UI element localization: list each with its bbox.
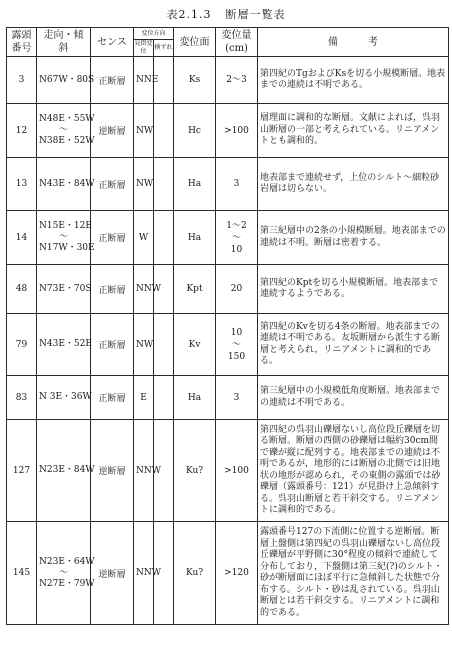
header-direction-apparent: 見掛変位 xyxy=(134,40,153,55)
cell-surface: Ks xyxy=(174,57,216,104)
cell-strike xyxy=(37,104,95,158)
cell-direction-sub xyxy=(154,211,174,265)
cell-direction-sub xyxy=(154,314,174,376)
amount-value: 3 xyxy=(233,392,240,403)
cell-remarks: 第四紀の呉羽山礫層ないし高位段丘礫層を切る断層。断層の西側の砂礫層は幅約30cm間で礫が縦に配列する。地表部までの連続は不明であるが，地形的には断層の北側では旧地状の地形が認められ，その東側の露頭では砂礫層（露頭番号：121）が見掛け上急傾斜する。呉羽山断層と若干斜交する。リニアメントに調和的である。 xyxy=(258,420,449,522)
cell-surface: Ha xyxy=(174,158,216,211)
table-row xyxy=(7,376,449,420)
cell-direction: NNE xyxy=(134,57,154,104)
cell-strike xyxy=(37,314,91,376)
cell-surface: Ha xyxy=(174,376,216,420)
strike-value: N27E・79W xyxy=(39,578,95,589)
strike-range-mark: 〜 xyxy=(58,125,68,135)
amount-value: 1〜2 xyxy=(226,220,247,231)
cell-sense: 正断層 xyxy=(91,314,134,376)
cell-strike xyxy=(37,211,95,265)
cell-direction: NW xyxy=(134,158,154,211)
table-row xyxy=(7,314,449,376)
cell-amount xyxy=(216,522,258,625)
table-row xyxy=(7,522,449,625)
cell-direction-sub xyxy=(154,104,174,158)
strike-range-mark: 〜 xyxy=(58,232,68,242)
strike-value: N38E・52W xyxy=(39,136,95,146)
amount-value: 10 xyxy=(230,244,243,255)
header-outcrop: 露頭番号 xyxy=(7,28,37,57)
table-row xyxy=(7,158,449,211)
cell-outcrop: 79 xyxy=(7,314,37,376)
header-sense: センス xyxy=(91,28,134,57)
cell-amount xyxy=(216,104,258,158)
amount-value: 10 xyxy=(230,327,243,338)
cell-surface: Ha xyxy=(174,211,216,265)
cell-remarks: 第三紀層中の2条の小規模断層。地表部までの連続は不明。断層は密着する。 xyxy=(258,211,449,265)
cell-surface: Ku? xyxy=(174,522,216,625)
fault-list-table xyxy=(6,27,449,625)
amount-range-mark: 〜 xyxy=(232,339,242,350)
cell-strike xyxy=(37,158,95,211)
cell-direction-sub xyxy=(154,376,174,420)
cell-strike xyxy=(37,265,91,314)
cell-sense: 正断層 xyxy=(91,57,134,104)
cell-sense: 正断層 xyxy=(91,211,134,265)
header-amount-unit: (cm) xyxy=(225,43,248,54)
strike-value: N23E・84W xyxy=(39,465,95,475)
amount-value: 2〜3 xyxy=(226,75,247,85)
amount-value: >120 xyxy=(224,568,249,578)
cell-surface: Kv xyxy=(174,314,216,376)
strike-value: N15E・12E xyxy=(39,221,92,231)
cell-strike xyxy=(37,522,95,625)
table-caption: 断層一覧表 xyxy=(225,8,286,21)
cell-strike xyxy=(37,420,95,522)
header-strike: 走向・傾斜 xyxy=(37,28,91,57)
strike-range-mark: 〜 xyxy=(58,567,68,578)
strike-value: N43E・52E xyxy=(39,339,92,349)
table-number: 表2.1.3 xyxy=(166,8,212,21)
cell-sense: 逆断層 xyxy=(91,522,134,625)
cell-amount xyxy=(216,265,258,314)
cell-amount xyxy=(216,158,258,211)
cell-strike xyxy=(37,376,91,420)
strike-value: N 3E・36W xyxy=(39,392,92,402)
cell-amount xyxy=(216,314,258,376)
table-header xyxy=(7,28,449,57)
cell-sense: 正断層 xyxy=(91,158,134,211)
cell-amount xyxy=(216,211,258,265)
header-amount xyxy=(216,28,258,57)
cell-sense: 逆断層 xyxy=(91,420,134,522)
strike-value: N48E・55W xyxy=(39,114,95,124)
header-direction: 変位方向 xyxy=(134,28,174,40)
table-row xyxy=(7,420,449,522)
cell-direction: E xyxy=(134,376,154,420)
cell-direction: NW xyxy=(134,314,154,376)
cell-amount xyxy=(216,420,258,522)
amount-value: >100 xyxy=(224,465,249,476)
cell-direction: NNW xyxy=(134,522,154,625)
amount-value: 3 xyxy=(233,179,240,189)
cell-remarks: 第四紀のTgおよびKsを切る小規模断層。地表までの連続は不明である。 xyxy=(258,57,449,104)
cell-outcrop: 14 xyxy=(7,211,37,265)
table-row xyxy=(7,265,449,314)
strike-value: N73E・70S xyxy=(39,283,92,294)
strike-value: N23E・64W xyxy=(39,556,95,567)
cell-strike xyxy=(37,57,95,104)
table-row xyxy=(7,211,449,265)
cell-outcrop: 48 xyxy=(7,265,37,314)
cell-outcrop: 127 xyxy=(7,420,37,522)
strike-value: N67W・80S xyxy=(39,74,95,85)
cell-remarks: 第四紀のKptを切る小規模断層。地表部まで連続するようである。 xyxy=(258,265,449,314)
table-row xyxy=(7,104,449,158)
strike-value: N43E・84W xyxy=(39,178,95,189)
header-remarks: 備 考 xyxy=(258,28,449,57)
cell-remarks: 第三紀層中の小規模低角度断層。地表部までの連続は不明である。 xyxy=(258,376,449,420)
cell-remarks: 第四紀のKvを切る4条の断層。地表部までの連続は不明である。友坂断層から派生する断層と考えられ，リニアメントに調和的である。 xyxy=(258,314,449,376)
cell-direction: NNW xyxy=(134,265,154,314)
strike-value: N17W・30E xyxy=(39,243,95,253)
cell-direction: NNW xyxy=(134,420,154,522)
table-title xyxy=(0,6,452,22)
cell-outcrop: 13 xyxy=(7,158,37,211)
cell-remarks: 層理面に調和的な断層。文献によれば，呉羽山断層の一部と考えられている。リニアメントとも調和的。 xyxy=(258,104,449,158)
cell-direction: NW xyxy=(134,104,154,158)
cell-outcrop: 3 xyxy=(7,57,37,104)
cell-remarks: 露頭番号127の下流側に位置する逆断層。断層上盤側は第四紀の呉羽山礫層ないし高位段丘礫層が平野側に30°程度の傾斜で連続して分布しており，下盤側は第三紀(?)のシルト・砂が断層面にほぼ平行に急傾斜した状態で分布する。シルト・砂は乱されている。呉羽山断層とは若干斜交する。リニアメントに調和的である。 xyxy=(258,522,449,625)
cell-outcrop: 83 xyxy=(7,376,37,420)
cell-sense: 正断層 xyxy=(91,265,134,314)
table-row xyxy=(7,57,449,104)
amount-value: >100 xyxy=(224,125,249,136)
header-direction-strike-slip: 横ずれ xyxy=(154,40,174,57)
cell-surface: Hc xyxy=(174,104,216,158)
cell-outcrop: 12 xyxy=(7,104,37,158)
cell-direction: W xyxy=(134,211,154,265)
cell-remarks: 地表部まで連続せず，上位のシルト〜細粒砂岩層は切らない。 xyxy=(258,158,449,211)
cell-amount xyxy=(216,376,258,420)
header-amount-label: 変位量 xyxy=(221,30,252,41)
cell-sense: 正断層 xyxy=(91,376,134,420)
amount-value: 150 xyxy=(227,351,246,362)
cell-sense: 逆断層 xyxy=(91,104,134,158)
amount-value: 20 xyxy=(230,284,243,294)
cell-surface: Kpt xyxy=(174,265,216,314)
cell-surface: Ku? xyxy=(174,420,216,522)
cell-outcrop: 145 xyxy=(7,522,37,625)
amount-range-mark: 〜 xyxy=(232,232,242,243)
cell-direction-sub xyxy=(154,158,174,211)
header-surface: 変位面 xyxy=(174,28,216,57)
cell-amount xyxy=(216,57,258,104)
